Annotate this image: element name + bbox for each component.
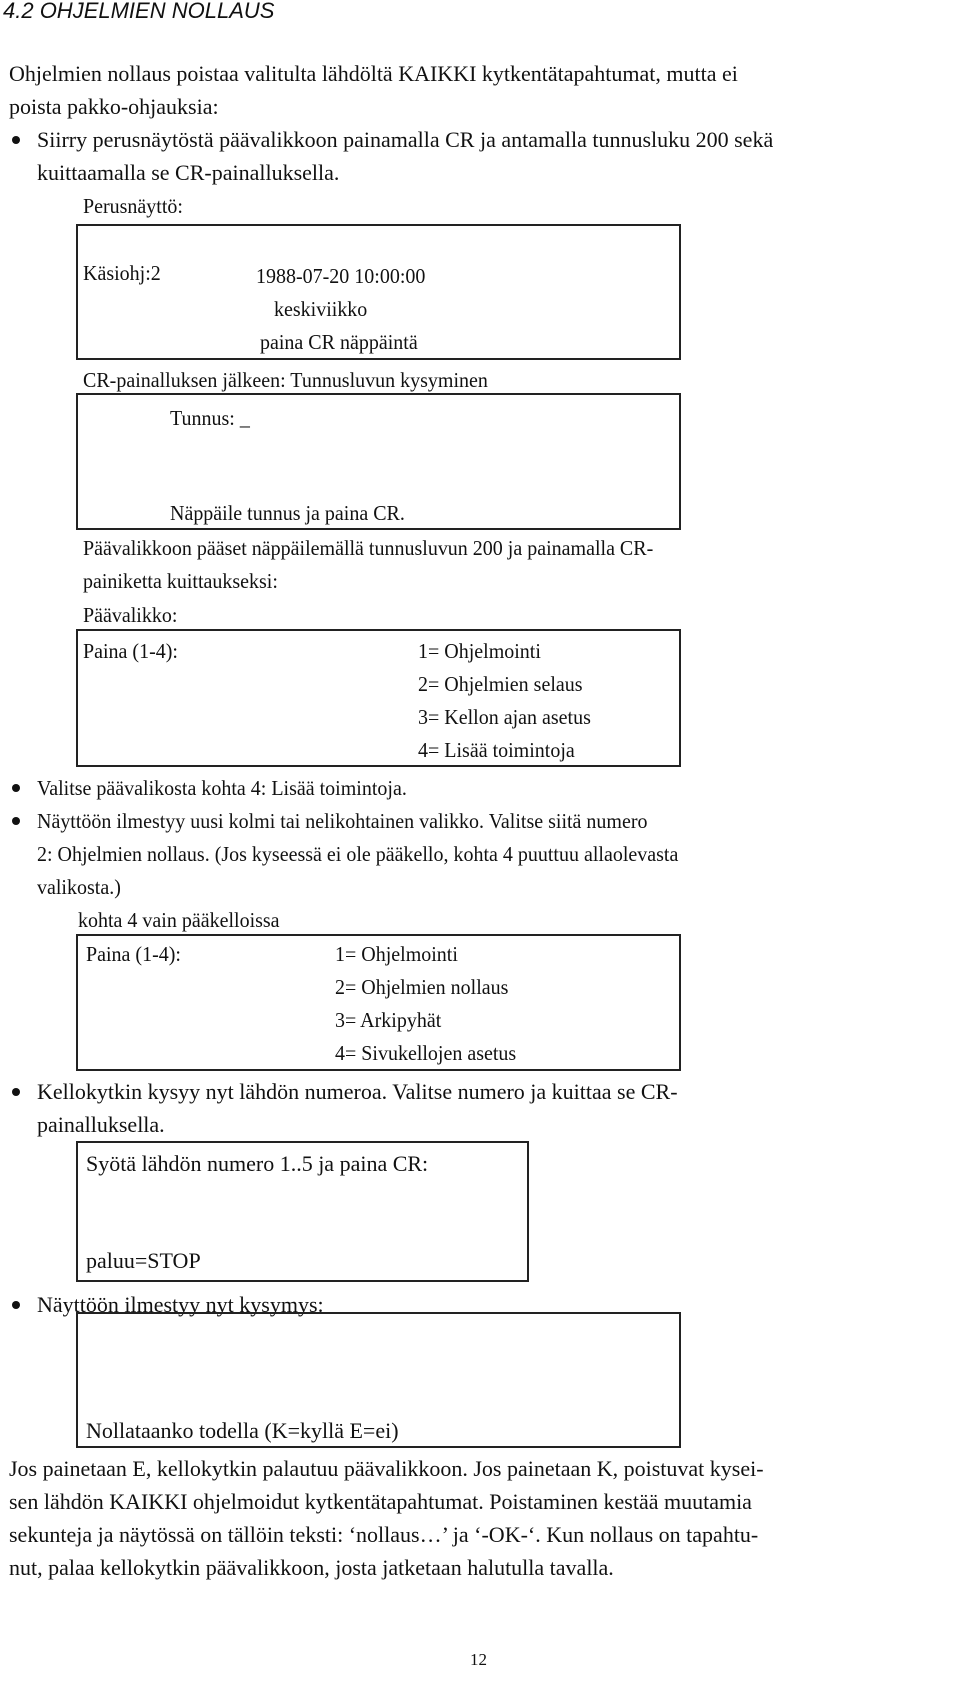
bullet-icon bbox=[12, 817, 20, 825]
perus-datetime: 1988-07-20 10:00:00 bbox=[256, 264, 426, 288]
menu1-item: 3= Kellon ajan asetus bbox=[418, 705, 591, 729]
bullet-icon bbox=[12, 784, 20, 792]
after-cr-label: CR-painalluksen jälkeen: Tunnusluvun kysyminen bbox=[83, 368, 488, 392]
step2-text: Valitse päävalikosta kohta 4: Lisää toimintoja. bbox=[37, 776, 407, 800]
menu2-prompt: Paina (1-4): bbox=[86, 942, 181, 966]
intro-line-1: Ohjelmien nollaus poistaa valitulta lähdöltä KAIKKI kytkentätapahtumat, mutta ei bbox=[9, 61, 738, 86]
section-heading: 4.2 OHJELMIEN NOLLAUS bbox=[3, 0, 275, 23]
bullet-icon bbox=[12, 1088, 20, 1096]
menu1-item: 2= Ohjelmien selaus bbox=[418, 672, 583, 696]
step3-line-1: Näyttöön ilmestyy uusi kolmi tai nelikohtainen valikko. Valitse siitä numero bbox=[37, 809, 648, 833]
step3-line-2: 2: Ohjelmien nollaus. (Jos kyseessä ei ole pääkello, kohta 4 puuttuu allaolevasta bbox=[37, 842, 679, 866]
menu1-item: 1= Ohjelmointi bbox=[418, 639, 541, 663]
output-line-2: paluu=STOP bbox=[86, 1248, 201, 1273]
main-menu-text-2: painiketta kuittaukseksi: bbox=[83, 569, 278, 593]
final-line-4: nut, palaa kellokytkin päävalikkoon, josta jatketaan halutulla tavalla. bbox=[9, 1555, 614, 1580]
page-number: 12 bbox=[470, 1650, 487, 1669]
intro-line-2: poista pakko-ohjauksia: bbox=[9, 94, 219, 119]
menu1-prompt: Paina (1-4): bbox=[83, 639, 178, 663]
final-line-3: sekunteja ja näytössä on tällöin teksti: ‘nollaus…’ ja ‘-OK-‘. Kun nollaus on tapahtu- bbox=[9, 1522, 759, 1547]
output-line-1: Syötä lähdön numero 1..5 ja paina CR: bbox=[86, 1151, 429, 1176]
menu2-item: 1= Ohjelmointi bbox=[335, 942, 458, 966]
menu2-item: 2= Ohjelmien nollaus bbox=[335, 975, 509, 999]
step1-line-1: Siirry perusnäytöstä päävalikkoon painamalla CR ja antamalla tunnusluku 200 sekä bbox=[37, 127, 774, 152]
menu2-note: kohta 4 vain pääkelloissa bbox=[78, 908, 280, 932]
perus-weekday: keskiviikko bbox=[274, 297, 368, 321]
bullet-icon bbox=[12, 136, 20, 144]
perus-mode: Käsiohj:2 bbox=[83, 261, 161, 285]
bullet-icon bbox=[12, 1301, 20, 1309]
confirm-line: Nollataanko todella (K=kyllä E=ei) bbox=[86, 1418, 399, 1443]
menu2-item: 4= Sivukellojen asetus bbox=[335, 1041, 517, 1065]
perus-label: Perusnäyttö: bbox=[83, 194, 183, 218]
step1-line-2: kuittaamalla se CR-painalluksella. bbox=[37, 160, 340, 185]
step4-line-2: painalluksella. bbox=[37, 1112, 165, 1137]
final-line-1: Jos painetaan E, kellokytkin palautuu päävalikkoon. Jos painetaan K, poistuvat kysei- bbox=[9, 1456, 764, 1481]
step5-text: Näyttöön ilmestyy nyt kysymys: bbox=[37, 1292, 324, 1317]
tunnus-input: Tunnus: _ bbox=[170, 406, 250, 430]
main-menu-text-1: Päävalikkoon pääset näppäilemällä tunnusluvun 200 ja painamalla CR- bbox=[83, 536, 654, 560]
final-line-2: sen lähdön KAIKKI ohjelmoidut kytkentätapahtumat. Poistaminen kestää muutamia bbox=[9, 1489, 752, 1514]
step4-line-1: Kellokytkin kysyy nyt lähdön numeroa. Valitse numero ja kuittaa se CR- bbox=[37, 1079, 678, 1104]
menu1-item: 4= Lisää toimintoja bbox=[418, 738, 575, 762]
step3-line-3: valikosta.) bbox=[37, 875, 121, 899]
menu2-item: 3= Arkipyhät bbox=[335, 1008, 442, 1032]
perus-prompt: paina CR näppäintä bbox=[260, 330, 418, 354]
tunnus-hint: Näppäile tunnus ja paina CR. bbox=[170, 501, 405, 525]
main-menu-label: Päävalikko: bbox=[83, 603, 178, 627]
